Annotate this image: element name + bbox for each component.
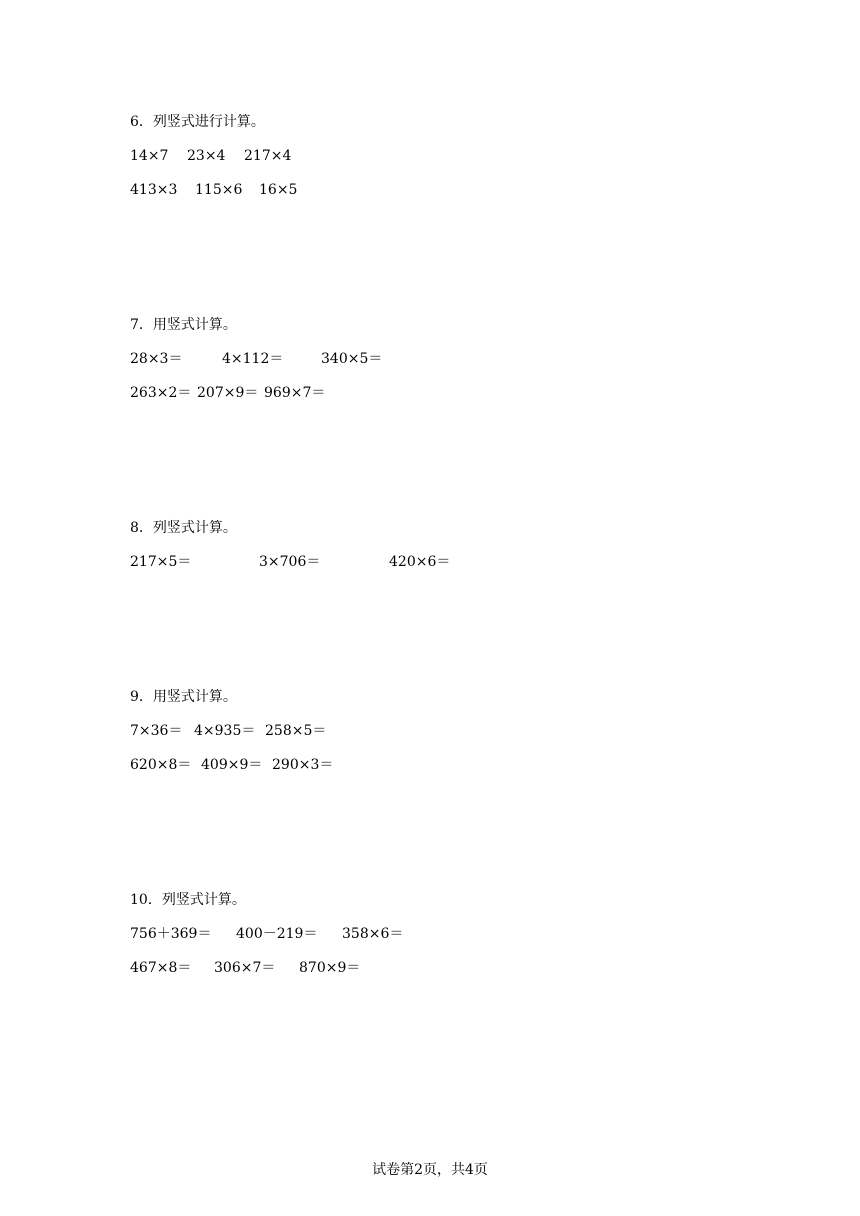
question-8-title: 8．列竖式计算。	[130, 520, 237, 536]
expression: 340×5＝	[321, 351, 383, 367]
expression: 207×9＝	[197, 385, 259, 401]
expression: 217×4	[244, 148, 292, 164]
expression: 23×4	[187, 148, 226, 164]
expression: 756＋369＝	[130, 926, 212, 942]
expression: 358×6＝	[342, 926, 404, 942]
expression: 115×6	[195, 182, 243, 198]
expression: 4×112＝	[222, 351, 284, 367]
expression: 413×3	[130, 182, 178, 198]
question-9-title: 9．用竖式计算。	[130, 689, 237, 705]
expression: 306×7＝	[214, 960, 276, 976]
expression: 969×7＝	[264, 385, 326, 401]
expression: 3×706＝	[259, 554, 321, 570]
expression: 870×9＝	[299, 960, 361, 976]
expression: 217×5＝	[130, 554, 192, 570]
expression: 467×8＝	[130, 960, 192, 976]
expression: 16×5	[259, 182, 298, 198]
page-footer: 试卷第2页，共4页	[372, 1162, 488, 1178]
expression: 258×5＝	[265, 723, 327, 739]
expression: 28×3＝	[130, 351, 183, 367]
expression: 409×9＝	[201, 757, 263, 773]
expression: 7×36＝	[130, 723, 183, 739]
question-7-title: 7．用竖式计算。	[130, 317, 237, 333]
expression: 620×8＝	[130, 757, 192, 773]
question-10-title: 10．列竖式计算。	[130, 892, 246, 908]
expression: 4×935＝	[194, 723, 256, 739]
expression: 14×7	[130, 148, 169, 164]
expression: 290×3＝	[272, 757, 334, 773]
expression: 420×6＝	[389, 554, 451, 570]
expression: 263×2＝	[130, 385, 192, 401]
question-6-title: 6．列竖式进行计算。	[130, 114, 265, 130]
expression: 400－219＝	[236, 926, 318, 942]
